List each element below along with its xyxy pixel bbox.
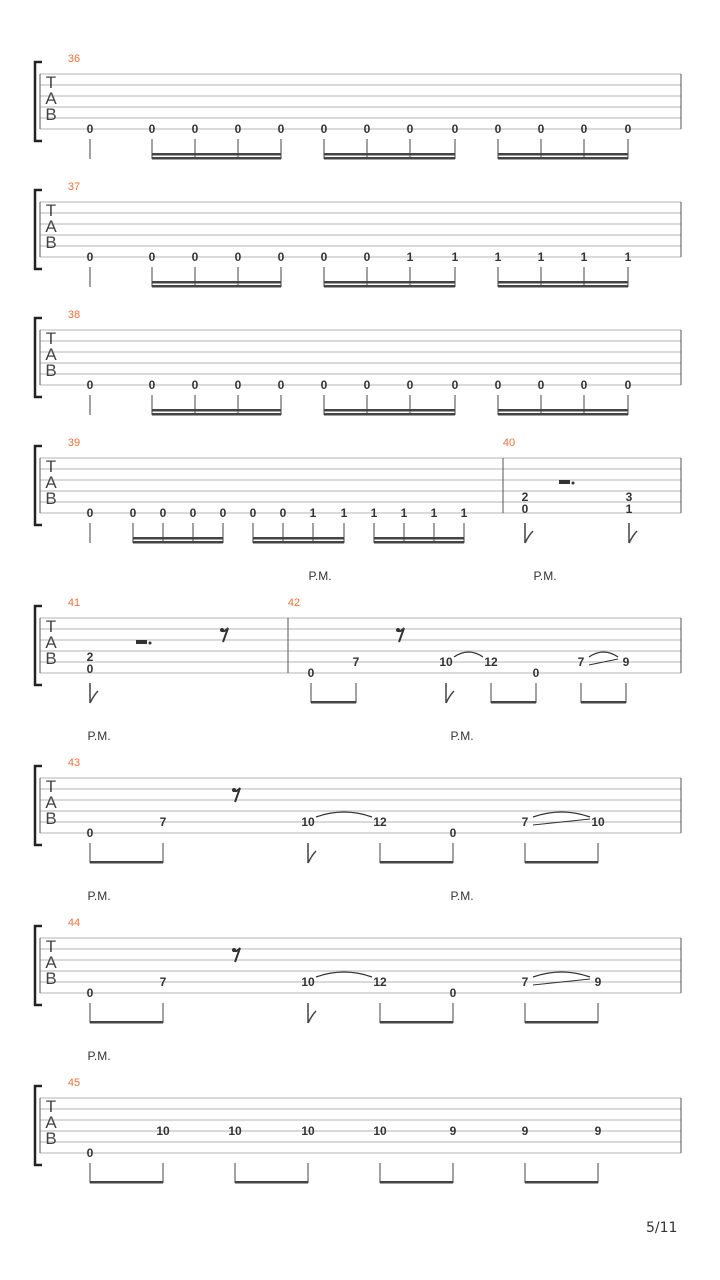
tab-clef-letter: T (45, 1097, 57, 1116)
tab-clef-letter: B (45, 105, 57, 124)
tab-clef-letter: T (45, 457, 57, 476)
fret-number: 0 (363, 122, 371, 136)
fret-number: 0 (494, 378, 502, 392)
fret-number: 0 (532, 666, 540, 680)
fret-number: 9 (594, 1124, 602, 1138)
tab-clef-letter: A (45, 953, 57, 972)
beam (324, 153, 455, 156)
beam (581, 701, 626, 704)
fret-number: 0 (320, 250, 328, 264)
fret-number: 0 (86, 826, 94, 840)
beam (324, 409, 455, 412)
palm-mute-label: P.M. (87, 889, 111, 903)
tab-system (35, 318, 681, 416)
beam (498, 157, 628, 160)
tab-clef-letter: T (45, 201, 57, 220)
beam (498, 409, 628, 412)
fret-number: 0 (580, 122, 588, 136)
fret-number: 10 (156, 1124, 170, 1138)
fret-number: 10 (373, 1124, 387, 1138)
beam (525, 861, 598, 864)
note-flag (308, 1003, 316, 1023)
beam (235, 1181, 308, 1184)
fret-number: 0 (148, 250, 156, 264)
fret-number: 0 (191, 378, 199, 392)
beam (152, 281, 281, 284)
tab-clef-letter: T (45, 937, 57, 956)
fret-number: 0 (451, 122, 459, 136)
fret-number: 0 (148, 122, 156, 136)
measure-number: 38 (67, 309, 81, 321)
tab-clef-letter: B (45, 361, 57, 380)
tie-arc (316, 972, 372, 977)
fret-number: 0 (307, 666, 315, 680)
beam (133, 541, 223, 544)
fret-number: 7 (577, 655, 585, 669)
tie-arc (589, 652, 618, 657)
beam (90, 1181, 163, 1184)
fret-number: 0 (277, 378, 285, 392)
beam (380, 1181, 453, 1184)
fret-number: 0 (86, 122, 94, 136)
fret-number: 12 (484, 655, 498, 669)
tab-system (35, 446, 681, 544)
beam (152, 413, 281, 416)
fret-number: 0 (624, 378, 632, 392)
tab-clef-letter: A (45, 89, 57, 108)
beam (253, 537, 344, 540)
fret-number: 0 (86, 1146, 94, 1160)
tab-clef-letter: T (45, 617, 57, 636)
beam (152, 409, 281, 412)
fret-number: 9 (449, 1124, 457, 1138)
fret-number: 0 (363, 378, 371, 392)
beam (498, 281, 628, 284)
tab-clef-letter: A (45, 1113, 57, 1132)
rest-dot (396, 628, 400, 632)
beam (374, 541, 464, 544)
beam (498, 413, 628, 416)
fret-number: 2 (521, 490, 529, 504)
fret-number: 0 (494, 122, 502, 136)
measure-number: 36 (67, 53, 81, 65)
measure-number: 41 (67, 597, 81, 609)
fret-number: 0 (624, 122, 632, 136)
fret-number: 0 (249, 506, 257, 520)
beam (90, 1021, 163, 1024)
tab-clef-letter: T (45, 329, 57, 348)
fret-number: 0 (449, 826, 457, 840)
fret-number: 0 (406, 378, 414, 392)
fret-number: 0 (191, 122, 199, 136)
beam (491, 701, 536, 704)
fret-number: 0 (363, 250, 371, 264)
beam (324, 285, 455, 288)
fret-number: 0 (277, 250, 285, 264)
fret-number: 9 (622, 655, 630, 669)
tab-clef-letter: B (45, 1129, 57, 1148)
fret-number: 0 (219, 506, 227, 520)
tab-system (35, 766, 681, 864)
fret-number: 0 (159, 506, 167, 520)
beam (498, 285, 628, 288)
fret-number: 9 (594, 975, 602, 989)
palm-mute-label: P.M. (450, 889, 474, 903)
measure-number: 42 (287, 597, 301, 609)
tie-arc (533, 812, 590, 817)
rest-dot (232, 948, 236, 952)
beam (374, 537, 464, 540)
fret-number: 0 (451, 378, 459, 392)
beam (498, 153, 628, 156)
fret-number: 1 (451, 250, 459, 264)
tab-system (35, 62, 681, 160)
fret-number: 7 (159, 975, 167, 989)
palm-mute-label: P.M. (87, 1049, 111, 1063)
fret-number: 0 (86, 250, 94, 264)
fret-number: 0 (86, 986, 94, 1000)
fret-number: 7 (159, 815, 167, 829)
fret-number: 0 (234, 122, 242, 136)
tab-clef-letter: B (45, 809, 57, 828)
measure-number: 37 (67, 181, 81, 193)
fret-number: 1 (537, 250, 545, 264)
fret-number: 0 (86, 378, 94, 392)
fret-number: 0 (449, 986, 457, 1000)
fret-number: 0 (279, 506, 287, 520)
fret-number: 1 (370, 506, 378, 520)
beam (152, 285, 281, 288)
note-flag (525, 523, 533, 543)
palm-mute-label: P.M. (450, 729, 474, 743)
note-flag (90, 683, 98, 703)
fret-number: 1 (625, 502, 633, 516)
fret-number: 0 (86, 506, 94, 520)
rest-dot (220, 628, 224, 632)
fret-number: 0 (189, 506, 197, 520)
note-flag (629, 523, 637, 543)
fret-number: 0 (537, 122, 545, 136)
fret-number: 0 (320, 378, 328, 392)
beam (324, 157, 455, 160)
tab-system (35, 926, 681, 1024)
fret-number: 0 (537, 378, 545, 392)
fret-number: 7 (521, 975, 529, 989)
fret-number: 0 (580, 378, 588, 392)
fret-number: 12 (373, 815, 387, 829)
tab-clef-letter: A (45, 345, 57, 364)
measure-number: 44 (67, 917, 81, 929)
fret-number: 1 (406, 250, 414, 264)
beam (253, 541, 344, 544)
palm-mute-label: P.M. (533, 569, 557, 583)
fret-number: 1 (400, 506, 408, 520)
fret-number: 12 (373, 975, 387, 989)
beam (324, 413, 455, 416)
fret-number: 10 (591, 815, 605, 829)
fret-number: 2 (86, 650, 94, 664)
palm-mute-label: P.M. (87, 729, 111, 743)
fret-number: 10 (301, 1124, 315, 1138)
tie-arc (316, 812, 372, 817)
beam (133, 537, 223, 540)
beam (152, 157, 281, 160)
palm-mute-label: P.M. (308, 569, 332, 583)
measure-number: 40 (502, 437, 516, 449)
tab-clef-letter: A (45, 793, 57, 812)
note-flag (308, 843, 316, 863)
fret-number: 10 (301, 815, 315, 829)
tab-clef-letter: B (45, 233, 57, 252)
fret-number: 7 (352, 655, 360, 669)
fret-number: 0 (521, 502, 529, 516)
fret-number: 0 (86, 662, 94, 676)
fret-number: 0 (320, 122, 328, 136)
fret-number: 1 (624, 250, 632, 264)
fret-number: 10 (439, 655, 453, 669)
rest-dot (572, 482, 575, 485)
beam (380, 1021, 453, 1024)
rest-dot (232, 788, 236, 792)
fret-number: 1 (340, 506, 348, 520)
fret-number: 10 (301, 975, 315, 989)
tie-arc (533, 972, 590, 977)
tab-clef-letter: B (45, 649, 57, 668)
measure-number: 43 (67, 757, 81, 769)
beam (525, 1181, 598, 1184)
tab-system (35, 1086, 681, 1184)
tab-clef-letter: T (45, 73, 57, 92)
beam (324, 281, 455, 284)
rest-dot (149, 642, 152, 645)
page-number: 5/11 (646, 1220, 678, 1236)
fret-number: 0 (234, 250, 242, 264)
beam (525, 1021, 598, 1024)
fret-number: 0 (277, 122, 285, 136)
tab-clef-letter: A (45, 217, 57, 236)
tie-arc (454, 652, 483, 657)
fret-number: 1 (460, 506, 468, 520)
fret-number: 1 (580, 250, 588, 264)
fret-number: 9 (521, 1124, 529, 1138)
tab-clef-letter: T (45, 777, 57, 796)
fret-number: 0 (191, 250, 199, 264)
fret-number: 3 (625, 490, 633, 504)
note-flag (446, 683, 454, 703)
beam (311, 701, 356, 704)
tab-system (35, 190, 681, 288)
beam (380, 861, 453, 864)
half-rest (559, 480, 570, 484)
tab-clef-letter: A (45, 633, 57, 652)
fret-number: 10 (228, 1124, 242, 1138)
fret-number: 1 (309, 506, 317, 520)
beam (90, 861, 163, 864)
fret-number: 0 (129, 506, 137, 520)
fret-number: 0 (234, 378, 242, 392)
tab-clef-letter: B (45, 969, 57, 988)
tab-clef-letter: B (45, 489, 57, 508)
measure-number: 45 (67, 1077, 81, 1089)
half-rest (136, 640, 147, 644)
fret-number: 1 (430, 506, 438, 520)
tab-clef-letter: A (45, 473, 57, 492)
measure-number: 39 (67, 437, 81, 449)
fret-number: 7 (521, 815, 529, 829)
beam (152, 153, 281, 156)
fret-number: 0 (406, 122, 414, 136)
fret-number: 0 (148, 378, 156, 392)
fret-number: 1 (494, 250, 502, 264)
